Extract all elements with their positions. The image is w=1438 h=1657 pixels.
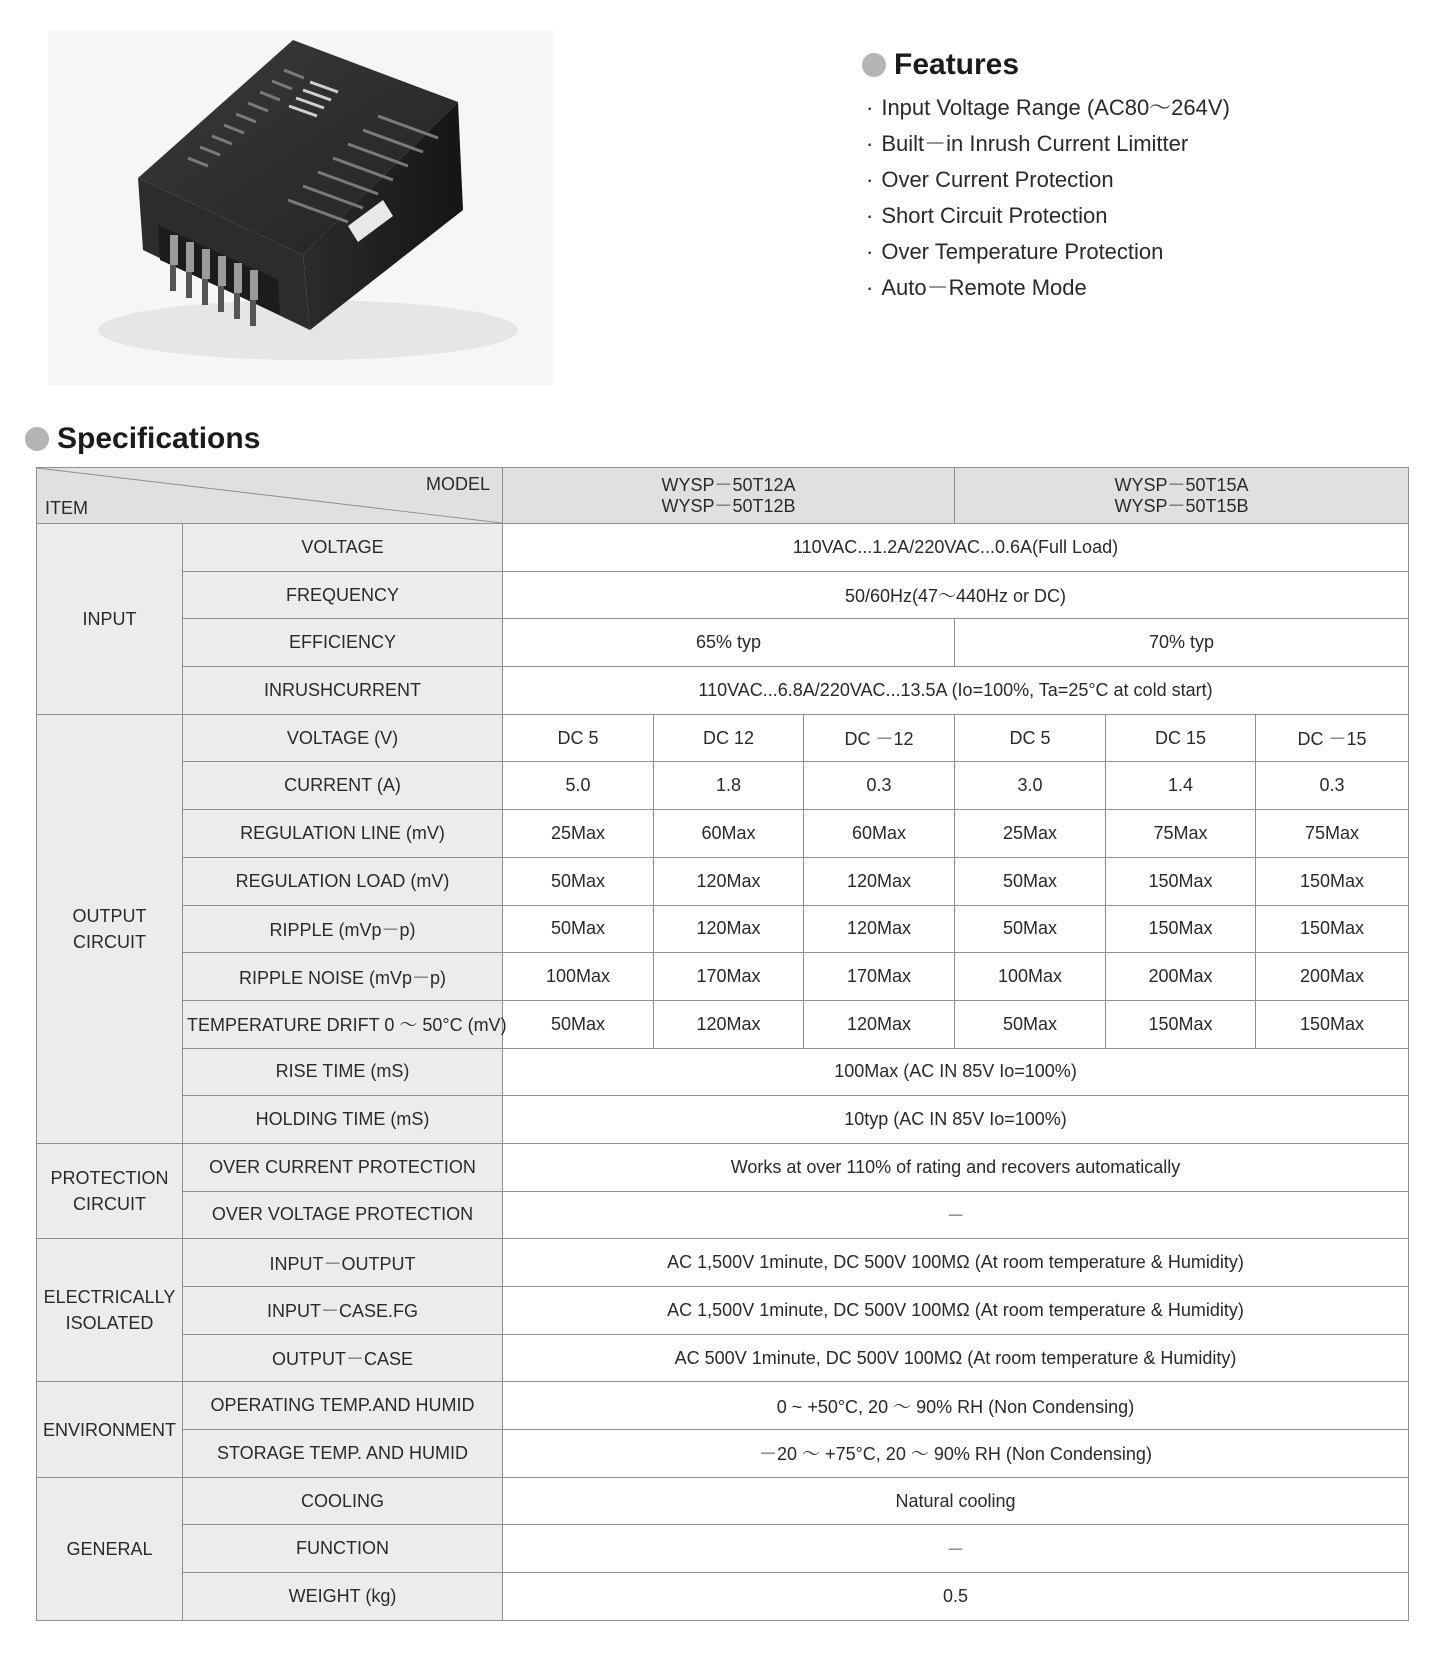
feature-item: · Input Voltage Range (AC80～264V) — [866, 90, 1422, 126]
row-label: EFFICIENCY — [183, 619, 503, 667]
table-row — [37, 1000, 1409, 1048]
row-value: 170Max — [654, 953, 804, 1001]
row-label: REGULATION LOAD (mV) — [183, 857, 503, 905]
row-value: 50Max — [955, 1000, 1106, 1048]
category-line: ELECTRICALLY — [43, 1287, 176, 1308]
row-value: 0.3 — [804, 762, 955, 810]
row-value: 25Max — [503, 810, 654, 858]
model-b-name-1: WYSP－50T15A — [1114, 474, 1249, 495]
row-label: CURRENT (A) — [183, 762, 503, 810]
table-row — [37, 1287, 1409, 1335]
row-label: HOLDING TIME (mS) — [183, 1096, 503, 1144]
product-image — [48, 30, 553, 385]
table-row — [37, 1573, 1409, 1621]
row-value: 50/60Hz(47～440Hz or DC) — [503, 571, 1409, 619]
row-value: 0.5 — [503, 1573, 1409, 1621]
table-row — [37, 905, 1409, 953]
row-value: 60Max — [654, 810, 804, 858]
row-value: －20 ～ +75°C, 20 ～ 90% RH (Non Condensing) — [503, 1430, 1409, 1478]
row-label: INPUT－CASE.FG — [183, 1287, 503, 1335]
row-value: AC 500V 1minute, DC 500V 100MΩ (At room temperature & Humidity) — [503, 1334, 1409, 1382]
row-label: OUTPUT－CASE — [183, 1334, 503, 1382]
row-value: 50Max — [955, 857, 1106, 905]
row-value: 200Max — [1256, 953, 1409, 1001]
row-label: OPERATING TEMP.AND HUMID — [183, 1382, 503, 1430]
row-value: － — [503, 1191, 1409, 1239]
category-line: CIRCUIT — [73, 931, 146, 952]
row-value: 120Max — [804, 857, 955, 905]
table-row — [37, 667, 1409, 715]
row-value: 120Max — [654, 905, 804, 953]
row-value: 50Max — [503, 1000, 654, 1048]
row-label: TEMPERATURE DRIFT 0 ～ 50°C (mV) — [183, 1000, 503, 1048]
row-value: DC －12 — [804, 714, 955, 762]
features-title: Features — [894, 48, 1020, 81]
model-a-name-1: WYSP－50T12A — [661, 474, 796, 495]
row-value: 120Max — [804, 905, 955, 953]
category-line: OUTPUT — [72, 905, 147, 926]
table-row — [37, 524, 1409, 572]
bullet-circle-icon — [862, 53, 886, 77]
row-value: 0.3 — [1256, 762, 1409, 810]
row-value: 75Max — [1106, 810, 1256, 858]
features-heading — [862, 48, 1422, 82]
model-a-header — [503, 468, 955, 524]
specifications-heading — [25, 422, 260, 456]
row-label: RIPPLE (mVp－p) — [183, 905, 503, 953]
feature-list — [866, 90, 1422, 306]
row-value: 170Max — [804, 953, 955, 1001]
row-value: 150Max — [1106, 857, 1256, 905]
specifications-table — [36, 467, 1409, 1621]
table-row — [37, 571, 1409, 619]
row-value: 100Max — [503, 953, 654, 1001]
row-value: 5.0 — [503, 762, 654, 810]
category-line: PROTECTION — [50, 1168, 169, 1189]
feature-item: · Auto－Remote Mode — [866, 270, 1422, 306]
row-value: 120Max — [654, 1000, 804, 1048]
row-label: INPUT－OUTPUT — [183, 1239, 503, 1287]
row-value: 110VAC...6.8A/220VAC...13.5A (Io=100%, Ta=25°C at cold start) — [503, 667, 1409, 715]
category-line: ISOLATED — [65, 1313, 154, 1334]
row-value: Works at over 110% of rating and recovers automatically — [503, 1143, 1409, 1191]
row-value: DC 12 — [654, 714, 804, 762]
category-input: INPUT — [37, 524, 183, 715]
row-value: 200Max — [1106, 953, 1256, 1001]
row-label: COOLING — [183, 1477, 503, 1525]
table-row — [37, 1143, 1409, 1191]
table-row — [37, 810, 1409, 858]
row-value: 110VAC...1.2A/220VAC...0.6A(Full Load) — [503, 524, 1409, 572]
row-value: DC 5 — [503, 714, 654, 762]
row-value: 1.4 — [1106, 762, 1256, 810]
row-label: STORAGE TEMP. AND HUMID — [183, 1430, 503, 1478]
row-value: 65% typ — [503, 619, 955, 667]
row-label: FREQUENCY — [183, 571, 503, 619]
table-row — [37, 1430, 1409, 1478]
model-header-label: MODEL — [425, 474, 490, 494]
table-row — [37, 1096, 1409, 1144]
row-value: 150Max — [1256, 1000, 1409, 1048]
features-section — [862, 48, 1422, 306]
category-protection-circuit — [37, 1143, 183, 1238]
row-label: WEIGHT (kg) — [183, 1573, 503, 1621]
row-value: DC 5 — [955, 714, 1106, 762]
table-row — [37, 762, 1409, 810]
row-value: 150Max — [1106, 905, 1256, 953]
item-header-label: ITEM — [45, 498, 88, 518]
row-label: RIPPLE NOISE (mVp－p) — [183, 953, 503, 1001]
row-value: 100Max — [955, 953, 1106, 1001]
feature-item: · Over Current Protection — [866, 162, 1422, 198]
row-value: 100Max (AC IN 85V Io=100%) — [503, 1048, 1409, 1096]
row-value: 150Max — [1256, 905, 1409, 953]
row-label: FUNCTION — [183, 1525, 503, 1573]
row-value: 75Max — [1256, 810, 1409, 858]
table-row — [37, 1191, 1409, 1239]
row-value: 0 ~ +50°C, 20 ～ 90% RH (Non Condensing) — [503, 1382, 1409, 1430]
model-a-name-2: WYSP－50T12B — [661, 495, 796, 516]
row-value: DC 15 — [1106, 714, 1256, 762]
row-value: 60Max — [804, 810, 955, 858]
row-value: AC 1,500V 1minute, DC 500V 100MΩ (At room temperature & Humidity) — [503, 1287, 1409, 1335]
feature-item: · Over Temperature Protection — [866, 234, 1422, 270]
table-row — [37, 1239, 1409, 1287]
row-value: 50Max — [503, 905, 654, 953]
row-label: VOLTAGE (V) — [183, 714, 503, 762]
row-label: INRUSHCURRENT — [183, 667, 503, 715]
table-row — [37, 619, 1409, 667]
model-item-corner-cell — [37, 468, 503, 524]
table-row — [37, 1382, 1409, 1430]
table-row — [37, 1525, 1409, 1573]
table-header-row — [37, 468, 1409, 524]
row-label: RISE TIME (mS) — [183, 1048, 503, 1096]
bullet-circle-icon — [25, 427, 49, 451]
table-row — [37, 1048, 1409, 1096]
row-value: 50Max — [503, 857, 654, 905]
row-value: 120Max — [654, 857, 804, 905]
row-value: 10typ (AC IN 85V Io=100%) — [503, 1096, 1409, 1144]
row-value: 150Max — [1256, 857, 1409, 905]
category-environment: ENVIRONMENT — [37, 1382, 183, 1477]
feature-item: · Built－in Inrush Current Limitter — [866, 126, 1422, 162]
row-label: OVER CURRENT PROTECTION — [183, 1143, 503, 1191]
row-value: 1.8 — [654, 762, 804, 810]
category-line: CIRCUIT — [73, 1194, 146, 1215]
row-value: － — [503, 1525, 1409, 1573]
specifications-title: Specifications — [57, 422, 261, 455]
row-value: 3.0 — [955, 762, 1106, 810]
row-label: OVER VOLTAGE PROTECTION — [183, 1191, 503, 1239]
row-value: 70% typ — [955, 619, 1409, 667]
table-row — [37, 1477, 1409, 1525]
row-value: 120Max — [804, 1000, 955, 1048]
row-value: AC 1,500V 1minute, DC 500V 100MΩ (At room temperature & Humidity) — [503, 1239, 1409, 1287]
table-row — [37, 1334, 1409, 1382]
row-label: VOLTAGE — [183, 524, 503, 572]
category-electrically-isolated — [37, 1239, 183, 1382]
row-value: Natural cooling — [503, 1477, 1409, 1525]
table-row — [37, 857, 1409, 905]
category-general: GENERAL — [37, 1477, 183, 1620]
row-value: 25Max — [955, 810, 1106, 858]
row-value: DC －15 — [1256, 714, 1409, 762]
model-b-header — [955, 468, 1409, 524]
power-supply-illustration — [48, 30, 553, 385]
table-row — [37, 953, 1409, 1001]
model-b-name-2: WYSP－50T15B — [1114, 495, 1249, 516]
category-output-circuit — [37, 714, 183, 1143]
table-row — [37, 714, 1409, 762]
row-value: 50Max — [955, 905, 1106, 953]
feature-item: · Short Circuit Protection — [866, 198, 1422, 234]
row-label: REGULATION LINE (mV) — [183, 810, 503, 858]
row-value: 150Max — [1106, 1000, 1256, 1048]
